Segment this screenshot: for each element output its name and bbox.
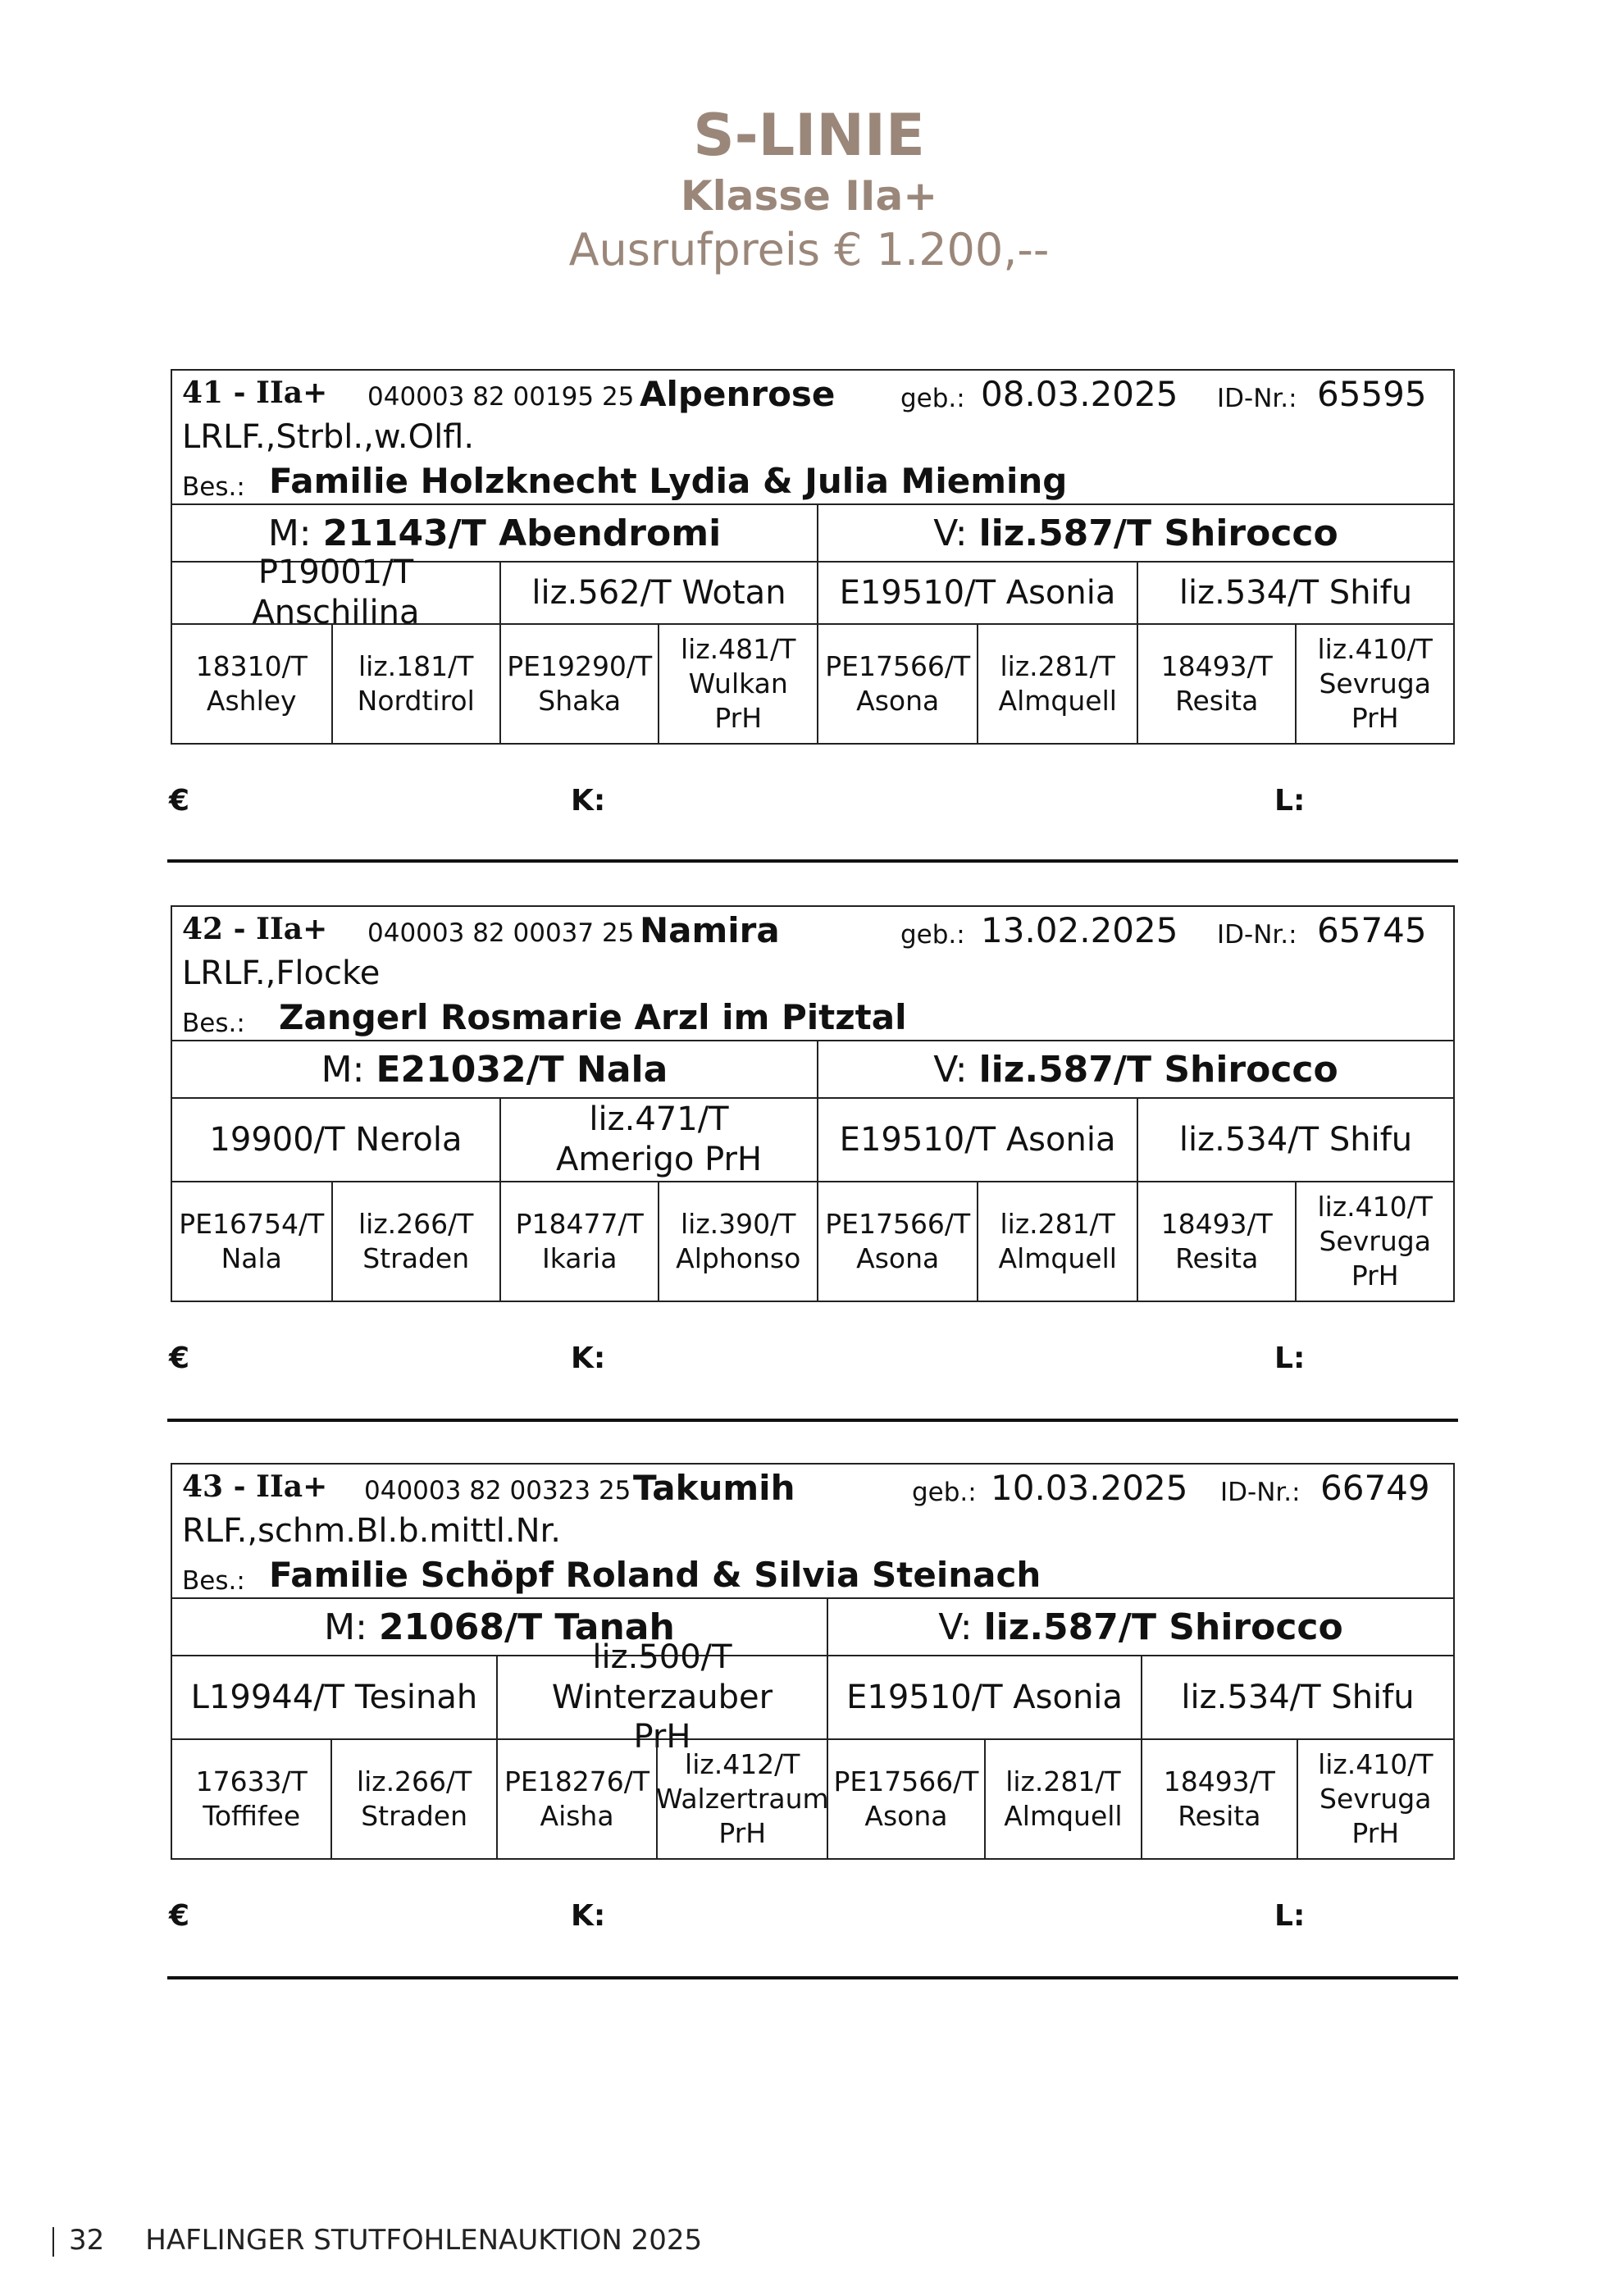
great-grandparent-cell: liz.410/T Sevruga PrH bbox=[1295, 625, 1453, 743]
great-grandparent-cell: liz.281/T Almquell bbox=[984, 1740, 1141, 1858]
grandparent-cell: liz.534/T Shifu bbox=[1141, 1656, 1453, 1738]
divider-rule bbox=[167, 1976, 1458, 1979]
great-grandparent-cell: liz.412/T Walzertraum PrH bbox=[656, 1740, 827, 1858]
great-grandparent-cell: 18493/T Resita bbox=[1137, 625, 1296, 743]
pedigree-card bbox=[171, 1463, 1455, 1860]
id-number: 66749 bbox=[1320, 1468, 1430, 1508]
great-grandparent-cell: liz.266/T Straden bbox=[331, 1182, 499, 1301]
great-grandparent-cell: PE18276/T Aisha bbox=[496, 1740, 656, 1858]
euro-label: € bbox=[169, 784, 190, 818]
horse-name: Namira bbox=[640, 910, 780, 950]
entry-header bbox=[172, 371, 1453, 505]
grandparent-cell: E19510/T Asonia bbox=[827, 1656, 1141, 1738]
page-header bbox=[0, 102, 1618, 276]
great-grandparents-row bbox=[172, 1181, 1453, 1301]
lot-number: 43 - IIa+ bbox=[182, 1469, 328, 1504]
birth-date: 08.03.2025 bbox=[981, 374, 1178, 414]
grandparent-cell: E19510/T Asonia bbox=[817, 563, 1137, 623]
dam-cell: M: 21143/T Abendromi bbox=[267, 512, 722, 554]
bid-line bbox=[171, 784, 1455, 817]
buyer-label: K: bbox=[571, 1342, 606, 1375]
born-label: geb.: bbox=[900, 920, 965, 950]
page-title: S-LINIE bbox=[693, 102, 925, 169]
markings: RLF.,schm.Bl.b.mittl.Nr. bbox=[182, 1512, 562, 1550]
great-grandparent-cell: P18477/T Ikaria bbox=[499, 1182, 659, 1301]
entry-header bbox=[172, 1465, 1453, 1599]
grandparents-row bbox=[172, 1097, 1453, 1181]
great-grandparent-cell: liz.481/T Wulkan PrH bbox=[658, 625, 817, 743]
life-number: 040003 82 00195 25 bbox=[367, 382, 635, 412]
grandparent-cell: E19510/T Asonia bbox=[817, 1099, 1137, 1181]
l-label: L: bbox=[1274, 784, 1306, 818]
grandparent-cell: liz.534/T Shifu bbox=[1137, 1099, 1453, 1181]
lot-number: 41 - IIa+ bbox=[182, 376, 328, 410]
sire-cell: V: liz.587/T Shirocco bbox=[817, 505, 1453, 561]
great-grandparents-row bbox=[172, 1738, 1453, 1858]
great-grandparent-cell: liz.266/T Straden bbox=[330, 1740, 495, 1858]
owner: Familie Holzknecht Lydia & Julia Mieming bbox=[269, 461, 1068, 501]
id-number: 65595 bbox=[1317, 374, 1427, 414]
id-number: 65745 bbox=[1317, 910, 1427, 950]
life-number: 040003 82 00323 25 bbox=[364, 1476, 631, 1506]
sire-cell: V: liz.587/T Shirocco bbox=[827, 1599, 1453, 1655]
great-grandparent-cell: liz.181/T Nordtirol bbox=[331, 625, 499, 743]
grandparent-cell: liz.500/T Winterzauber PrH bbox=[496, 1656, 827, 1738]
grandparent-cell: L19944/T Tesinah bbox=[190, 1678, 478, 1716]
owner-label: Bes.: bbox=[182, 1009, 245, 1038]
auction-entry-41 bbox=[169, 369, 1455, 818]
lot-number: 42 - IIa+ bbox=[182, 912, 328, 946]
euro-label: € bbox=[169, 1342, 190, 1375]
sire: liz.587/T Shirocco bbox=[983, 1606, 1343, 1648]
buyer-label: K: bbox=[571, 1899, 606, 1933]
publication-title: HAFLINGER STUTFOHLENAUKTION 2025 bbox=[145, 2224, 703, 2257]
id-label: ID-Nr.: bbox=[1217, 384, 1297, 413]
auction-entry-42 bbox=[169, 905, 1455, 1375]
id-label: ID-Nr.: bbox=[1220, 1478, 1301, 1507]
class-label: Klasse IIa+ bbox=[680, 172, 938, 220]
dam: E21032/T Nala bbox=[376, 1048, 668, 1091]
divider-rule bbox=[167, 1419, 1458, 1422]
dam: 21068/T Tanah bbox=[378, 1606, 675, 1648]
starting-price: Ausrufpreis € 1.200,-- bbox=[568, 224, 1050, 276]
sire-cell: V: liz.587/T Shirocco bbox=[817, 1041, 1453, 1097]
owner: Zangerl Rosmarie Arzl im Pitztal bbox=[279, 997, 907, 1037]
life-number: 040003 82 00037 25 bbox=[367, 918, 635, 948]
parents-row bbox=[172, 1041, 1453, 1097]
birth-date: 13.02.2025 bbox=[981, 910, 1178, 950]
born-label: geb.: bbox=[900, 384, 965, 413]
pedigree-card bbox=[171, 905, 1455, 1302]
footer-separator bbox=[52, 2227, 54, 2257]
euro-label: € bbox=[169, 1899, 190, 1933]
markings: LRLF.,Flocke bbox=[182, 954, 381, 992]
owner: Familie Schöpf Roland & Silvia Steinach bbox=[269, 1555, 1041, 1595]
bid-line bbox=[171, 1342, 1455, 1374]
dam-cell: M: E21032/T Nala bbox=[321, 1048, 668, 1091]
auction-entry-43 bbox=[169, 1463, 1455, 1933]
l-label: L: bbox=[1274, 1342, 1306, 1375]
great-grandparent-cell: PE17566/T Asona bbox=[827, 1740, 983, 1858]
divider-rule bbox=[167, 859, 1458, 863]
born-label: geb.: bbox=[912, 1478, 977, 1507]
great-grandparent-cell: liz.281/T Almquell bbox=[977, 625, 1137, 743]
owner-label: Bes.: bbox=[182, 1566, 245, 1596]
great-grandparent-cell: 18493/T Resita bbox=[1137, 1182, 1296, 1301]
grandparent-cell: liz.562/T Wotan bbox=[499, 563, 817, 623]
great-grandparent-cell: PE16754/T Nala bbox=[179, 1208, 325, 1274]
great-grandparent-cell: 18310/T Ashley bbox=[195, 650, 308, 717]
grandparents-row bbox=[172, 554, 1453, 631]
markings: LRLF.,Strbl.,w.Olfl. bbox=[182, 418, 475, 456]
bid-line bbox=[171, 1899, 1455, 1932]
great-grandparent-cell: PE19290/T Shaka bbox=[499, 625, 659, 743]
l-label: L: bbox=[1274, 1899, 1306, 1933]
grandparent-cell: P19001/T Anschilina bbox=[252, 554, 420, 631]
parents-row bbox=[172, 1599, 1453, 1655]
great-grandparents-row bbox=[172, 623, 1453, 743]
grandparent-cell: liz.471/T Amerigo PrH bbox=[499, 1099, 817, 1181]
grandparent-cell: liz.534/T Shifu bbox=[1137, 563, 1453, 623]
page-number: 32 bbox=[69, 2224, 105, 2257]
horse-name: Takumih bbox=[633, 1468, 795, 1508]
sire: liz.587/T Shirocco bbox=[978, 512, 1338, 554]
dam-cell: M: 21068/T Tanah bbox=[324, 1606, 675, 1648]
dam: 21143/T Abendromi bbox=[322, 512, 722, 554]
great-grandparent-cell: PE17566/T Asona bbox=[817, 625, 978, 743]
grandparents-row bbox=[172, 1638, 1453, 1756]
great-grandparent-cell: liz.410/T Sevruga PrH bbox=[1295, 1182, 1453, 1301]
page-footer bbox=[52, 2224, 702, 2257]
great-grandparent-cell: PE17566/T Asona bbox=[817, 1182, 978, 1301]
owner-label: Bes.: bbox=[182, 472, 245, 502]
great-grandparent-cell: 17633/T Toffifee bbox=[195, 1765, 308, 1832]
buyer-label: K: bbox=[571, 784, 606, 818]
great-grandparent-cell: liz.390/T Alphonso bbox=[658, 1182, 817, 1301]
horse-name: Alpenrose bbox=[640, 374, 836, 414]
sire: liz.587/T Shirocco bbox=[978, 1048, 1338, 1091]
birth-date: 10.03.2025 bbox=[991, 1468, 1188, 1508]
id-label: ID-Nr.: bbox=[1217, 920, 1297, 950]
great-grandparent-cell: 18493/T Resita bbox=[1141, 1740, 1296, 1858]
entry-header bbox=[172, 907, 1453, 1041]
grandparent-cell: 19900/T Nerola bbox=[209, 1120, 463, 1159]
pedigree-card bbox=[171, 369, 1455, 745]
great-grandparent-cell: liz.281/T Almquell bbox=[977, 1182, 1137, 1301]
great-grandparent-cell: liz.410/T Sevruga PrH bbox=[1297, 1740, 1453, 1858]
